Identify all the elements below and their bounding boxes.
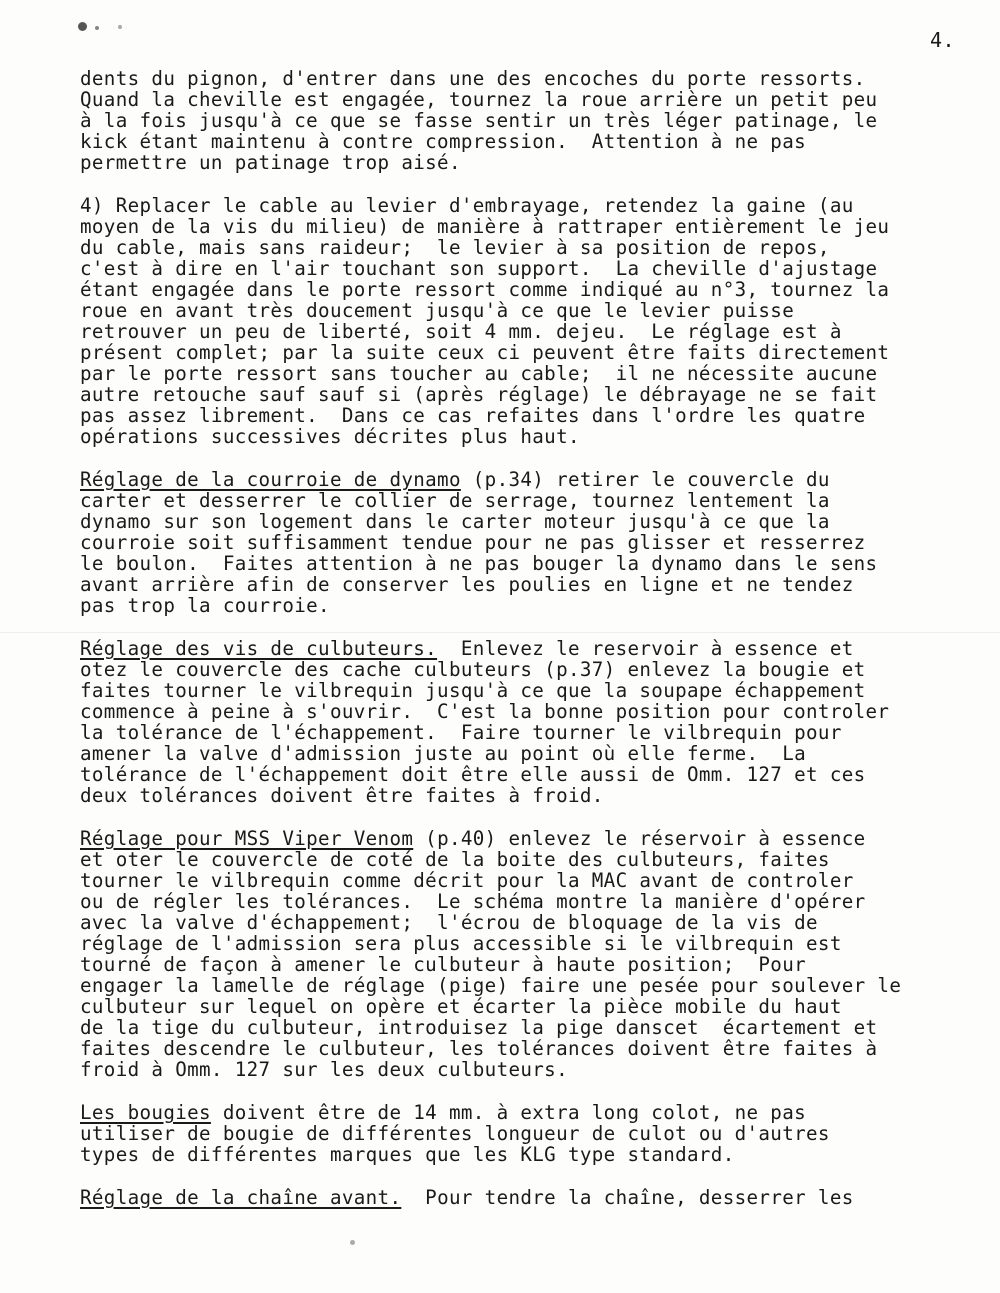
paragraph-line: étant engagée dans le porte ressort comme indiqué au n°3, tournez la (80, 278, 890, 301)
paragraph-line: tolérance de l'échappement doit être elle aussi de Omm. 127 et ces (80, 763, 866, 786)
paragraph-line: utiliser de bougie de différentes longueur de culot ou d'autres (80, 1122, 830, 1145)
heading-line-rest: doivent être de 14 mm. à extra long colot, ne pas (210, 1101, 807, 1124)
paragraph-line: opérations successives décrites plus haut. (80, 425, 580, 448)
heading-line-rest: Enlevez le reservoir à essence et (437, 637, 854, 660)
ink-speck (95, 26, 99, 30)
paragraph-line (80, 1187, 970, 1208)
paragraph-line: amener la valve d'admission juste au point où elle ferme. La (80, 742, 807, 765)
paragraph-line: c'est à dire en l'air touchant son support. La cheville d'ajustage (80, 257, 878, 280)
paragraph-line: avec la valve d'échappement; l'écrou de bloquage de la vis de (80, 911, 818, 934)
paragraph (80, 828, 970, 1080)
paragraph (80, 638, 970, 806)
paragraph-line: types de différentes marques que les KLG type standard. (80, 1143, 735, 1166)
section-heading: Réglage pour MSS Viper Venom (80, 827, 414, 850)
paragraph-gap (80, 1165, 970, 1187)
paragraph-line: commence à peine à s'ouvrir. C'est la bonne position pour controler (80, 700, 890, 723)
paragraph-line: froid à Omm. 127 sur les deux culbuteurs. (80, 1058, 568, 1081)
paragraph-line: tourner le vilbrequin comme décrit pour la MAC avant de controler (80, 869, 854, 892)
paragraph (80, 1102, 970, 1165)
ink-speck (350, 1240, 355, 1245)
paragraph-line: culbuteur sur lequel on opère et écarter la pièce mobile du haut (80, 995, 842, 1018)
paragraph-line: retrouver un peu de liberté, soit 4 mm. dejeu. Le réglage est à (80, 320, 842, 343)
paragraph-line: la tolérance de l'échappement. Faire tourner le vilbrequin pour (80, 721, 842, 744)
section-heading: Réglage de la courroie de dynamo (80, 468, 461, 491)
paragraph-line: faites tourner le vilbrequin jusqu'à ce que la soupape échappement (80, 679, 866, 702)
paragraph-line: ou de régler les tolérances. Le schéma montre la manière d'opérer (80, 890, 866, 913)
paragraph-line: pas assez librement. Dans ce cas refaites dans l'ordre les quatre (80, 404, 866, 427)
paragraph-line: deux tolérances doivent être faites à froid. (80, 784, 604, 807)
paragraph-line: kick étant maintenu à contre compression. Attention à ne pas (80, 130, 807, 153)
paragraph-line: par le porte ressort sans toucher au cable; il ne nécessite aucune (80, 362, 878, 385)
paragraph-line: Quand la cheville est engagée, tournez la roue arrière un petit peu (80, 88, 878, 111)
page-number: 4. (930, 28, 956, 52)
paragraph (80, 68, 970, 173)
paragraph-line: otez le couvercle des cache culbuteurs (p.37) enlevez la bougie et (80, 658, 866, 681)
section-heading: Réglage des vis de culbuteurs. (80, 637, 438, 660)
heading-line-rest: (p.34) retirer le couvercle du (460, 468, 830, 491)
paragraph-line: pas trop la courroie. (80, 594, 330, 617)
section-heading: Réglage de la chaîne avant. (80, 1186, 402, 1209)
paragraph-line: et oter le couvercle de coté de la boite des culbuteurs, faites (80, 848, 830, 871)
ink-speck (78, 22, 87, 31)
paragraph (80, 1187, 970, 1208)
document-body (80, 68, 970, 1208)
paragraph (80, 195, 970, 447)
paragraph-gap (80, 806, 970, 828)
paragraph-gap (80, 1080, 970, 1102)
paragraph-line: du cable, mais sans raideur; le levier à sa position de repos, (80, 236, 830, 259)
section-heading: Les bougies (80, 1101, 211, 1124)
paragraph-gap (80, 616, 970, 638)
paragraph-line: autre retouche sauf sauf si (après réglage) le débrayage ne se fait (80, 383, 878, 406)
paragraph-line (80, 1102, 970, 1123)
paragraph-line: moyen de la vis du milieu) de manière à rattraper entièrement le jeu (80, 215, 890, 238)
paragraph-line: courroie soit suffisamment tendue pour ne pas glisser et resserrez (80, 531, 866, 554)
paragraph-line: le boulon. Faites attention à ne pas bouger la dynamo dans le sens (80, 552, 878, 575)
paragraph-line: présent complet; par la suite ceux ci peuvent être faits directement (80, 341, 890, 364)
ink-speck (118, 25, 122, 29)
paragraph-line: tourné de façon à amener le culbuteur à haute position; Pour (80, 953, 807, 976)
paragraph-line: faites descendre le culbuteur, les tolérances doivent être faites à (80, 1037, 878, 1060)
paragraph-line: réglage de l'admission sera plus accessible si le vilbrequin est (80, 932, 842, 955)
heading-line-rest: Pour tendre la chaîne, desserrer les (401, 1186, 854, 1209)
paragraph-line: 4) Replacer le cable au levier d'embrayage, retendez la gaine (au (80, 194, 854, 217)
paragraph-line: roue en avant très doucement jusqu'à ce que le levier puisse (80, 299, 795, 322)
paragraph-line: carter et desserrer le collier de serrage, tournez lentement la (80, 489, 830, 512)
heading-line-rest: (p.40) enlevez le réservoir à essence (413, 827, 866, 850)
paragraph-line: engager la lamelle de réglage (pige) faire une pesée pour soulever le (80, 974, 902, 997)
paragraph (80, 469, 970, 616)
paragraph-line: avant arrière afin de conserver les poulies en ligne et ne tendez (80, 573, 854, 596)
paragraph-line (80, 828, 970, 849)
paragraph-line: de la tige du culbuteur, introduisez la pige danscet écartement et (80, 1016, 878, 1039)
paragraph-line: dynamo sur son logement dans le carter moteur jusqu'à ce que la (80, 510, 830, 533)
paragraph-line: dents du pignon, d'entrer dans une des encoches du porte ressorts. (80, 67, 866, 90)
paragraph-line: à la fois jusqu'à ce que se fasse sentir un très léger patinage, le (80, 109, 878, 132)
paragraph-gap (80, 173, 970, 195)
paragraph-line (80, 638, 970, 659)
paragraph-line (80, 469, 970, 490)
paragraph-line: permettre un patinage trop aisé. (80, 151, 461, 174)
paragraph-gap (80, 447, 970, 469)
